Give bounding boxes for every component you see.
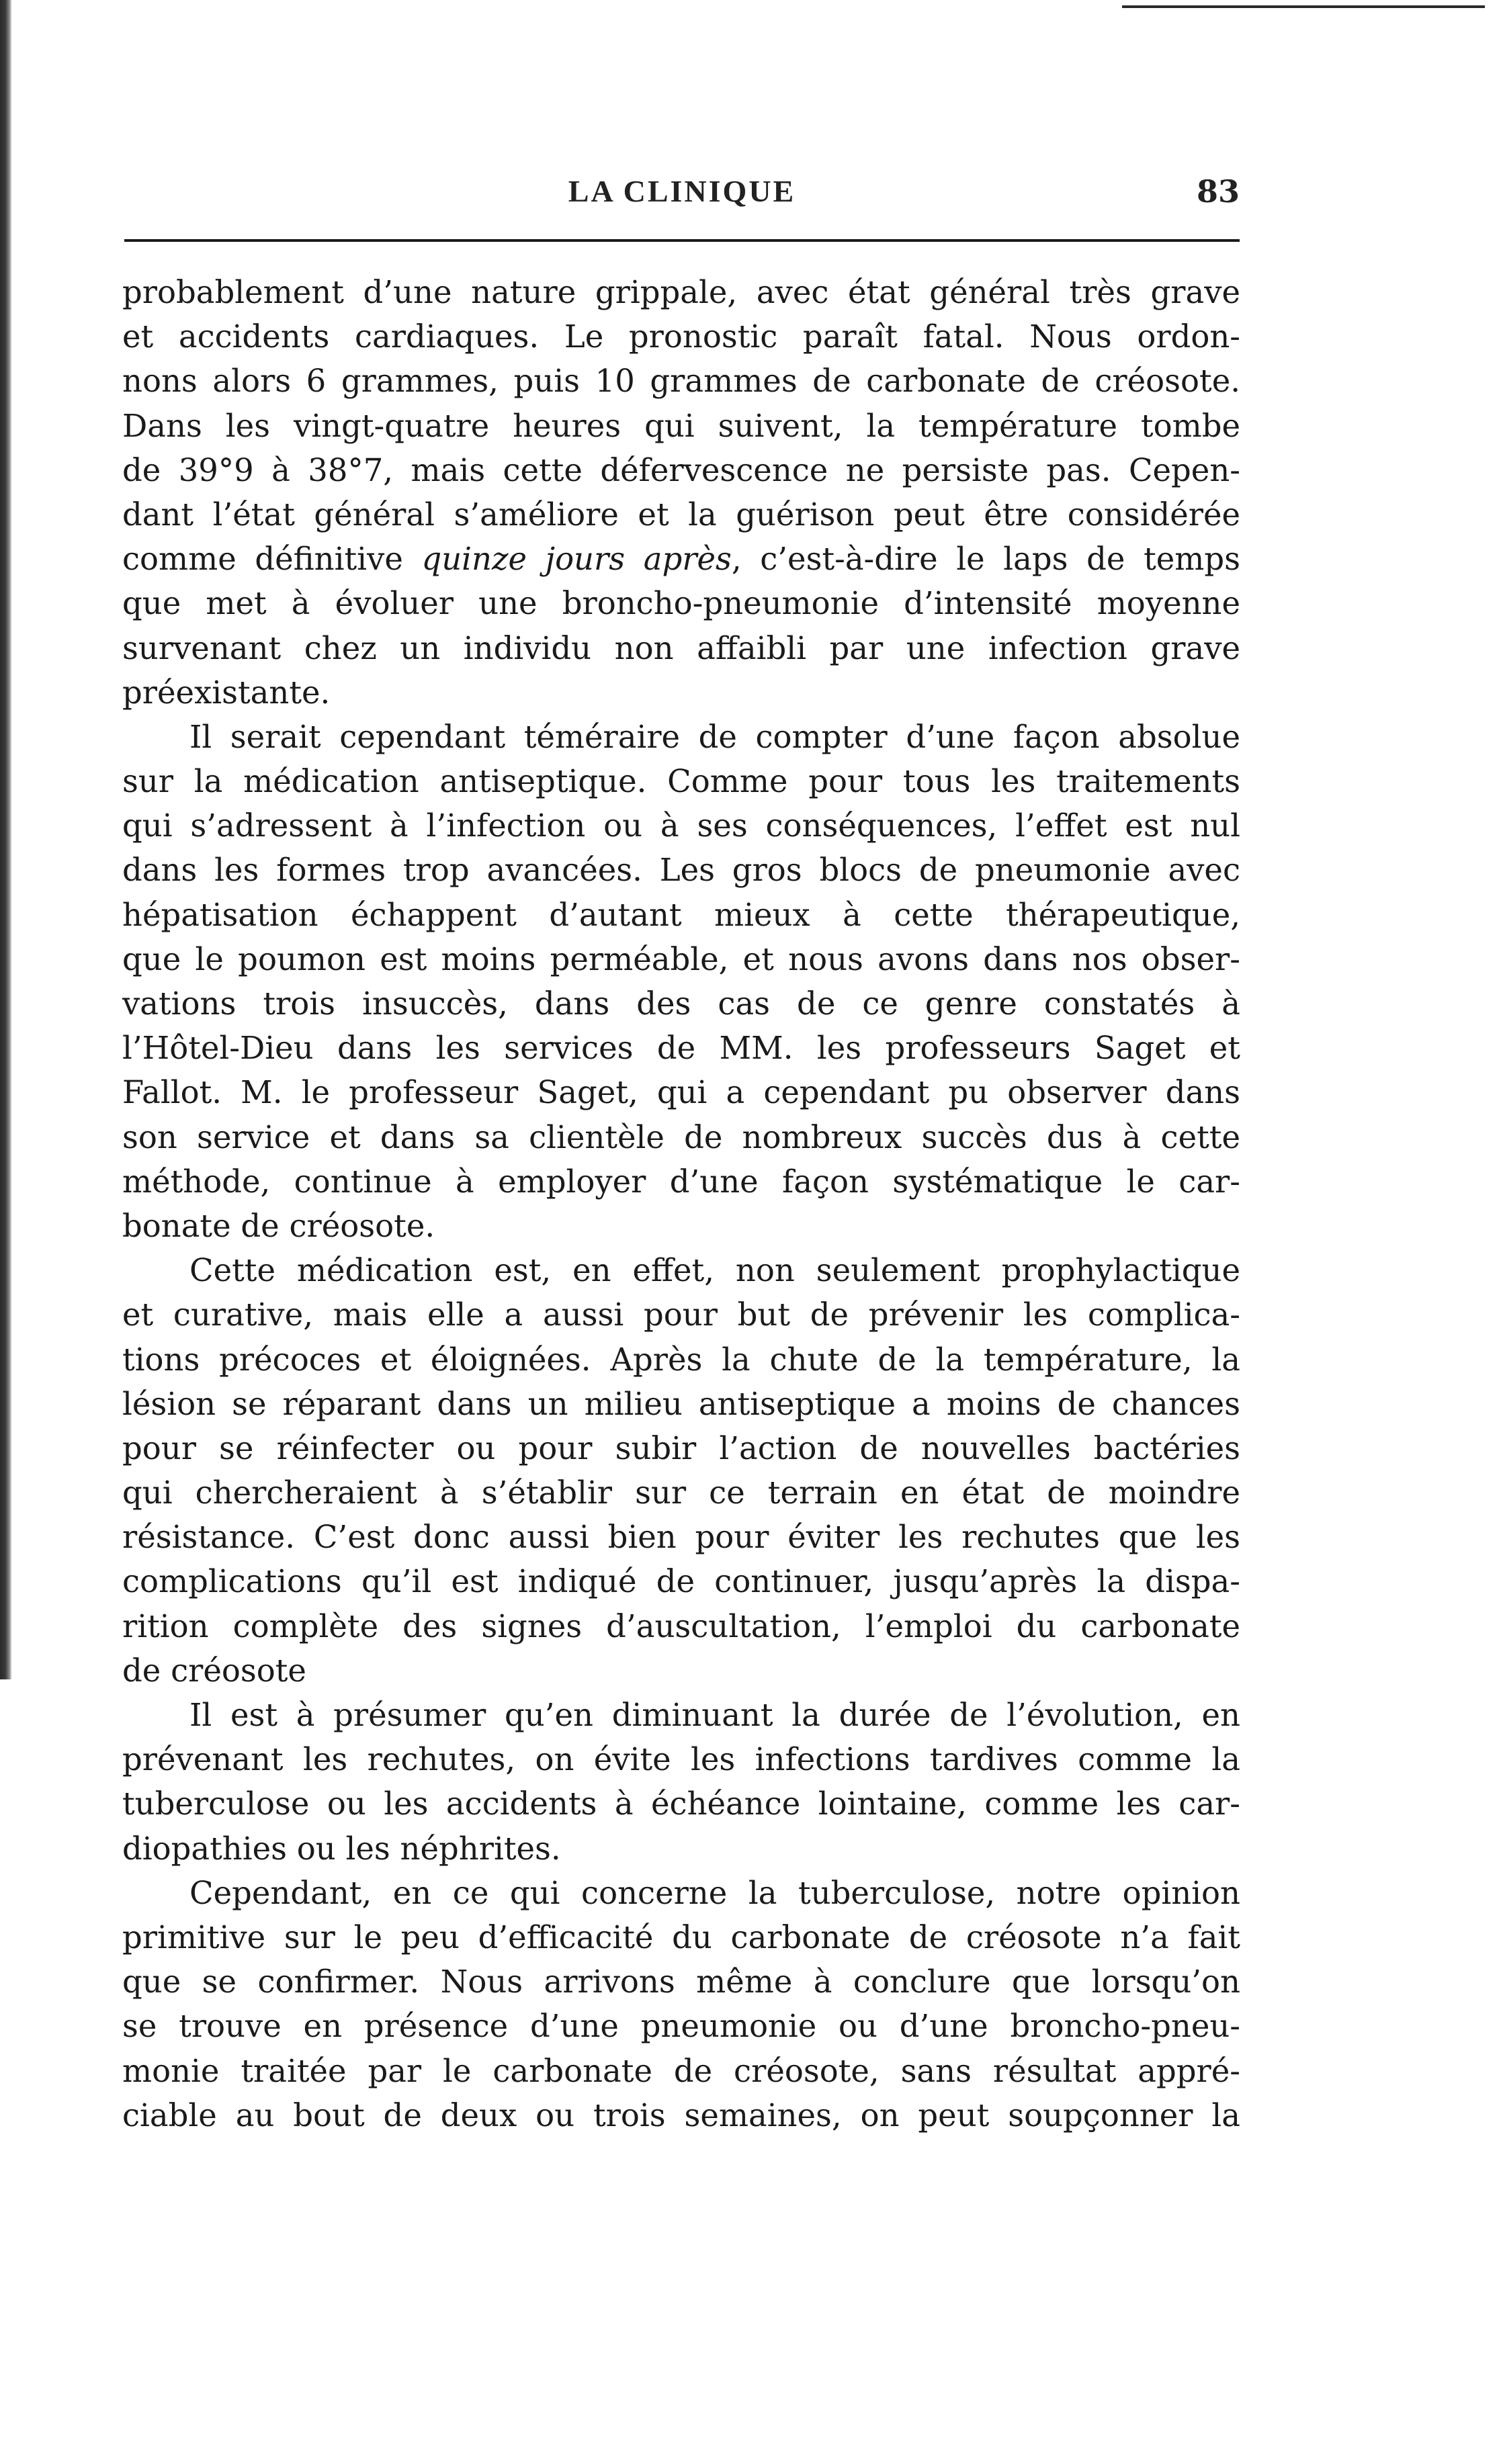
text-line: qui chercheraient à s’établir sur ce terrain en état de moindre — [122, 1475, 1240, 1511]
header-rule — [124, 239, 1240, 242]
text-line — [122, 537, 1240, 581]
text-line: Dans les vingt-quatre heures qui suivent, la température tombe — [122, 407, 1240, 444]
text-line: complications qu’il est indiqué de continuer, jusqu’après la dispa- — [122, 1563, 1240, 1600]
text-line: et curative, mais elle a aussi pour but de prévenir les complica- — [122, 1296, 1240, 1333]
text-line: et accidents cardiaques. Le pronostic paraît fatal. Nous ordon- — [122, 318, 1240, 355]
text-line: nons alors 6 grammes, puis 10 grammes de carbonate de créosote. — [122, 363, 1240, 400]
text-line: primitive sur le peu d’efficacité du carbonate de créosote n’a fait — [122, 1919, 1240, 1955]
italic-emphasis: quinze jours après — [421, 541, 732, 578]
text-line: que le poumon est moins perméable, et nous avons dans nos obser- — [122, 940, 1240, 977]
text-line: Cependant, en ce qui concerne la tuberculose, notre opinion — [189, 1874, 1240, 1911]
text-line: Il serait cependant téméraire de compter d’une façon absolue — [189, 718, 1240, 755]
text-segment: comme définitive — [122, 541, 422, 578]
text-line: hépatisation échappent d’autant mieux à cette thérapeutique, — [122, 896, 1240, 933]
running-title: LA CLINIQUE — [568, 174, 796, 208]
text-line: préexistante. — [122, 674, 331, 711]
text-line: Il est à présumer qu’en diminuant la durée de l’évolution, en — [189, 1697, 1240, 1733]
text-line: probablement d’une nature grippale, avec état général très grave — [122, 274, 1240, 310]
text-line: diopathies ou les néphrites. — [122, 1830, 561, 1867]
text-line: Cette médication est, en effet, non seulement prophylactique — [189, 1252, 1240, 1289]
text-line: ciable au bout de deux ou trois semaines, on peut soupçonner la — [122, 2097, 1240, 2133]
text-line: que met à évoluer une broncho-pneumonie d’intensité moyenne — [122, 585, 1240, 622]
text-line: son service et dans sa clientèle de nombreux succès dus à cette — [122, 1118, 1240, 1155]
text-line: se trouve en présence d’une pneumonie ou d’une broncho-pneu- — [122, 2008, 1240, 2045]
text-line: tuberculose ou les accidents à échéance lointaine, comme les car- — [122, 1786, 1240, 1822]
text-line: pour se réinfecter ou pour subir l’action de nouvelles bactéries — [122, 1429, 1240, 1466]
text-line: dant l’état général s’améliore et la guérison peut être considérée — [122, 496, 1240, 533]
text-line: bonate de créosote. — [122, 1207, 435, 1244]
text-line: monie traitée par le carbonate de créosote, sans résultat appré- — [122, 2052, 1240, 2089]
text-line: qui s’adressent à l’infection ou à ses conséquences, l’effet est nul — [122, 807, 1240, 844]
text-line: sur la médication antiseptique. Comme pour tous les traitements — [122, 763, 1240, 800]
text-line: de créosote — [122, 1652, 306, 1689]
text-line: dans les formes trop avancées. Les gros blocs de pneumonie avec — [122, 852, 1240, 889]
top-edge-rule — [1122, 5, 1485, 8]
text-line: vations trois insuccès, dans des cas de ce genre constatés à — [122, 985, 1240, 1022]
body-text — [122, 270, 1240, 2138]
page-header — [124, 173, 1240, 220]
text-line: résistance. C’est donc aussi bien pour éviter les rechutes que les — [122, 1519, 1240, 1556]
page-number: 83 — [1196, 173, 1240, 210]
text-line: lésion se réparant dans un milieu antiseptique a moins de chances — [122, 1385, 1240, 1422]
text-line: méthode, continue à employer d’une façon systématique le car- — [122, 1163, 1240, 1200]
text-segment: , c’est-à-dire le laps de temps — [731, 541, 1240, 578]
page-binding-edge — [0, 0, 12, 1679]
text-line: Fallot. M. le professeur Saget, qui a cependant pu observer dans — [122, 1074, 1240, 1111]
text-line: survenant chez un individu non affaibli par une infection grave — [122, 629, 1240, 666]
text-line: l’Hôtel-Dieu dans les services de MM. les professeurs Saget et — [122, 1030, 1240, 1067]
text-line: que se confirmer. Nous arrivons même à conclure que lorsqu’on — [122, 1964, 1240, 2000]
text-line: prévenant les rechutes, on évite les infections tardives comme la — [122, 1741, 1240, 1778]
text-line: de 39°9 à 38°7, mais cette défervescence ne persiste pas. Cepen- — [122, 451, 1240, 488]
text-line: rition complète des signes d’auscultation, l’emploi du carbonate — [122, 1608, 1240, 1644]
text-line: tions précoces et éloignées. Après la chute de la température, la — [122, 1341, 1240, 1378]
